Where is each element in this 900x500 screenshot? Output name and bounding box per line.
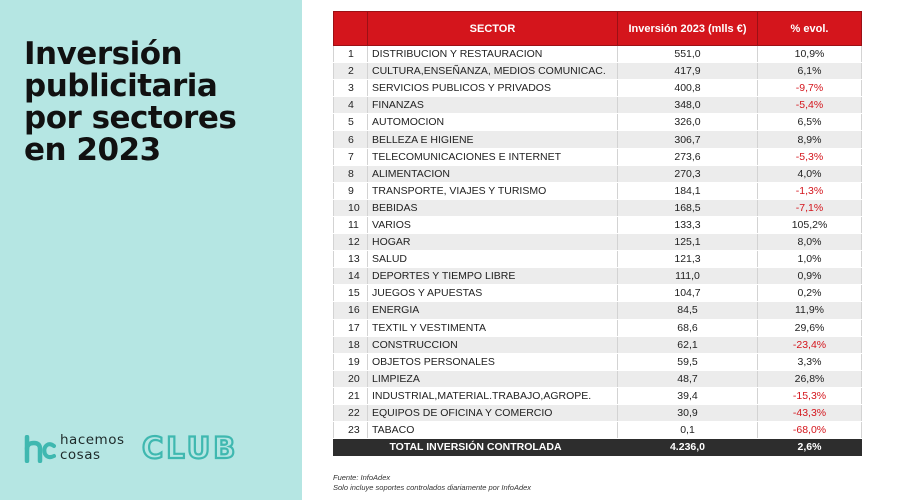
- row-number: 21: [334, 387, 368, 404]
- header-sector: SECTOR: [368, 12, 618, 46]
- table-body: [334, 46, 862, 439]
- header-investment: Inversión 2023 (mlls €): [618, 12, 758, 46]
- row-number: 19: [334, 353, 368, 370]
- row-evolution: -9,7%: [758, 80, 862, 97]
- brand-name-line: hacemos: [60, 432, 125, 448]
- row-evolution: 6,5%: [758, 114, 862, 131]
- row-number: 5: [334, 114, 368, 131]
- header-num: [334, 12, 368, 46]
- table-row: [334, 114, 862, 131]
- table-row: [334, 63, 862, 80]
- row-evolution: 3,3%: [758, 353, 862, 370]
- table-row: [334, 370, 862, 387]
- table-row: [334, 234, 862, 251]
- row-evolution: 29,6%: [758, 319, 862, 336]
- row-sector: TABACO: [368, 422, 618, 439]
- row-sector: FINANZAS: [368, 97, 618, 114]
- title-line: publicitaria: [24, 68, 218, 104]
- club-text: CLUB: [142, 433, 239, 463]
- row-sector: BELLEZA E HIGIENE: [368, 131, 618, 148]
- row-number: 10: [334, 199, 368, 216]
- row-number: 2: [334, 63, 368, 80]
- row-number: 17: [334, 319, 368, 336]
- row-evolution: 1,0%: [758, 251, 862, 268]
- row-evolution: -5,4%: [758, 97, 862, 114]
- row-investment: 68,6: [618, 319, 758, 336]
- row-evolution: 26,8%: [758, 370, 862, 387]
- row-evolution: 6,1%: [758, 63, 862, 80]
- table-row: [334, 199, 862, 216]
- row-number: 13: [334, 251, 368, 268]
- table-row: [334, 302, 862, 319]
- row-investment: 104,7: [618, 285, 758, 302]
- left-panel: [0, 0, 302, 500]
- table-row: [334, 182, 862, 199]
- row-investment: 59,5: [618, 353, 758, 370]
- row-investment: 121,3: [618, 251, 758, 268]
- row-number: 1: [334, 46, 368, 63]
- header-row: [334, 12, 862, 46]
- coverage-note: Solo incluye soportes controlados diariamente por InfoAdex: [333, 483, 532, 492]
- row-investment: 39,4: [618, 387, 758, 404]
- table-row: [334, 285, 862, 302]
- table-row: [334, 353, 862, 370]
- table-row: [334, 387, 862, 404]
- row-sector: ALIMENTACION: [368, 165, 618, 182]
- footnote: [333, 473, 531, 493]
- row-sector: TEXTIL Y VESTIMENTA: [368, 319, 618, 336]
- brand-logo: [24, 433, 284, 465]
- row-evolution: 8,9%: [758, 131, 862, 148]
- row-sector: VARIOS: [368, 216, 618, 233]
- table-row: [334, 336, 862, 353]
- brand-name: [60, 433, 125, 463]
- row-sector: INDUSTRIAL,MATERIAL.TRABAJO,AGROPE.: [368, 387, 618, 404]
- row-number: 14: [334, 268, 368, 285]
- row-investment: 551,0: [618, 46, 758, 63]
- row-sector: SALUD: [368, 251, 618, 268]
- row-investment: 273,6: [618, 148, 758, 165]
- row-sector: ENERGIA: [368, 302, 618, 319]
- row-sector: OBJETOS PERSONALES: [368, 353, 618, 370]
- row-number: 9: [334, 182, 368, 199]
- row-number: 3: [334, 80, 368, 97]
- row-investment: 306,7: [618, 131, 758, 148]
- row-number: 11: [334, 216, 368, 233]
- table-row: [334, 97, 862, 114]
- total-investment: 4.236,0: [618, 439, 758, 456]
- row-investment: 184,1: [618, 182, 758, 199]
- table-row: [334, 251, 862, 268]
- row-sector: TELECOMUNICACIONES E INTERNET: [368, 148, 618, 165]
- row-investment: 133,3: [618, 216, 758, 233]
- row-investment: 168,5: [618, 199, 758, 216]
- table-row: [334, 319, 862, 336]
- row-evolution: -1,3%: [758, 182, 862, 199]
- row-evolution: 4,0%: [758, 165, 862, 182]
- title-line: por sectores: [24, 100, 237, 136]
- row-number: 6: [334, 131, 368, 148]
- row-sector: LIMPIEZA: [368, 370, 618, 387]
- row-investment: 417,9: [618, 63, 758, 80]
- table-row: [334, 422, 862, 439]
- row-sector: JUEGOS Y APUESTAS: [368, 285, 618, 302]
- header-evolution: % evol.: [758, 12, 862, 46]
- row-evolution: 0,9%: [758, 268, 862, 285]
- table-row: [334, 148, 862, 165]
- table-row: [334, 131, 862, 148]
- page-title: [24, 38, 294, 166]
- row-evolution: -5,3%: [758, 148, 862, 165]
- row-sector: HOGAR: [368, 234, 618, 251]
- table-header: [334, 12, 862, 46]
- row-investment: 326,0: [618, 114, 758, 131]
- source-note: Fuente: InfoAdex: [333, 473, 391, 482]
- table-row: [334, 216, 862, 233]
- row-number: 20: [334, 370, 368, 387]
- row-number: 15: [334, 285, 368, 302]
- row-number: 4: [334, 97, 368, 114]
- title-line: en 2023: [24, 132, 161, 168]
- row-number: 12: [334, 234, 368, 251]
- row-number: 23: [334, 422, 368, 439]
- row-investment: 30,9: [618, 404, 758, 421]
- brand-name-line: cosas: [60, 447, 101, 463]
- total-row: [334, 439, 862, 456]
- row-evolution: -43,3%: [758, 404, 862, 421]
- row-sector: BEBIDAS: [368, 199, 618, 216]
- row-sector: SERVICIOS PUBLICOS Y PRIVADOS: [368, 80, 618, 97]
- row-sector: CONSTRUCCION: [368, 336, 618, 353]
- row-sector: DISTRIBUCION Y RESTAURACION: [368, 46, 618, 63]
- row-investment: 62,1: [618, 336, 758, 353]
- row-evolution: -7,1%: [758, 199, 862, 216]
- row-number: 8: [334, 165, 368, 182]
- row-evolution: 0,2%: [758, 285, 862, 302]
- row-sector: TRANSPORTE, VIAJES Y TURISMO: [368, 182, 618, 199]
- row-evolution: -68,0%: [758, 422, 862, 439]
- row-evolution: -23,4%: [758, 336, 862, 353]
- row-investment: 84,5: [618, 302, 758, 319]
- row-sector: DEPORTES Y TIEMPO LIBRE: [368, 268, 618, 285]
- row-investment: 348,0: [618, 97, 758, 114]
- row-sector: EQUIPOS DE OFICINA Y COMERCIO: [368, 404, 618, 421]
- hacemos-cosas-logo-icon: [24, 435, 56, 463]
- row-investment: 400,8: [618, 80, 758, 97]
- total-label: TOTAL INVERSIÓN CONTROLADA: [334, 439, 618, 456]
- table-row: [334, 80, 862, 97]
- row-evolution: 8,0%: [758, 234, 862, 251]
- row-investment: 111,0: [618, 268, 758, 285]
- title-line: Inversión: [24, 36, 183, 72]
- row-sector: AUTOMOCION: [368, 114, 618, 131]
- row-evolution: -15,3%: [758, 387, 862, 404]
- row-number: 22: [334, 404, 368, 421]
- table-row: [334, 46, 862, 63]
- row-investment: 270,3: [618, 165, 758, 182]
- row-number: 18: [334, 336, 368, 353]
- sector-table: [333, 11, 862, 456]
- total-evolution: 2,6%: [758, 439, 862, 456]
- row-investment: 48,7: [618, 370, 758, 387]
- row-evolution: 105,2%: [758, 216, 862, 233]
- table-footer: [334, 439, 862, 456]
- table-row: [334, 165, 862, 182]
- row-evolution: 11,9%: [758, 302, 862, 319]
- club-wordmark: [142, 433, 254, 463]
- row-number: 7: [334, 148, 368, 165]
- table-row: [334, 404, 862, 421]
- row-investment: 125,1: [618, 234, 758, 251]
- row-number: 16: [334, 302, 368, 319]
- investment-table: [333, 11, 861, 456]
- row-sector: CULTURA,ENSEÑANZA, MEDIOS COMUNICAC.: [368, 63, 618, 80]
- row-evolution: 10,9%: [758, 46, 862, 63]
- table-row: [334, 268, 862, 285]
- row-investment: 0,1: [618, 422, 758, 439]
